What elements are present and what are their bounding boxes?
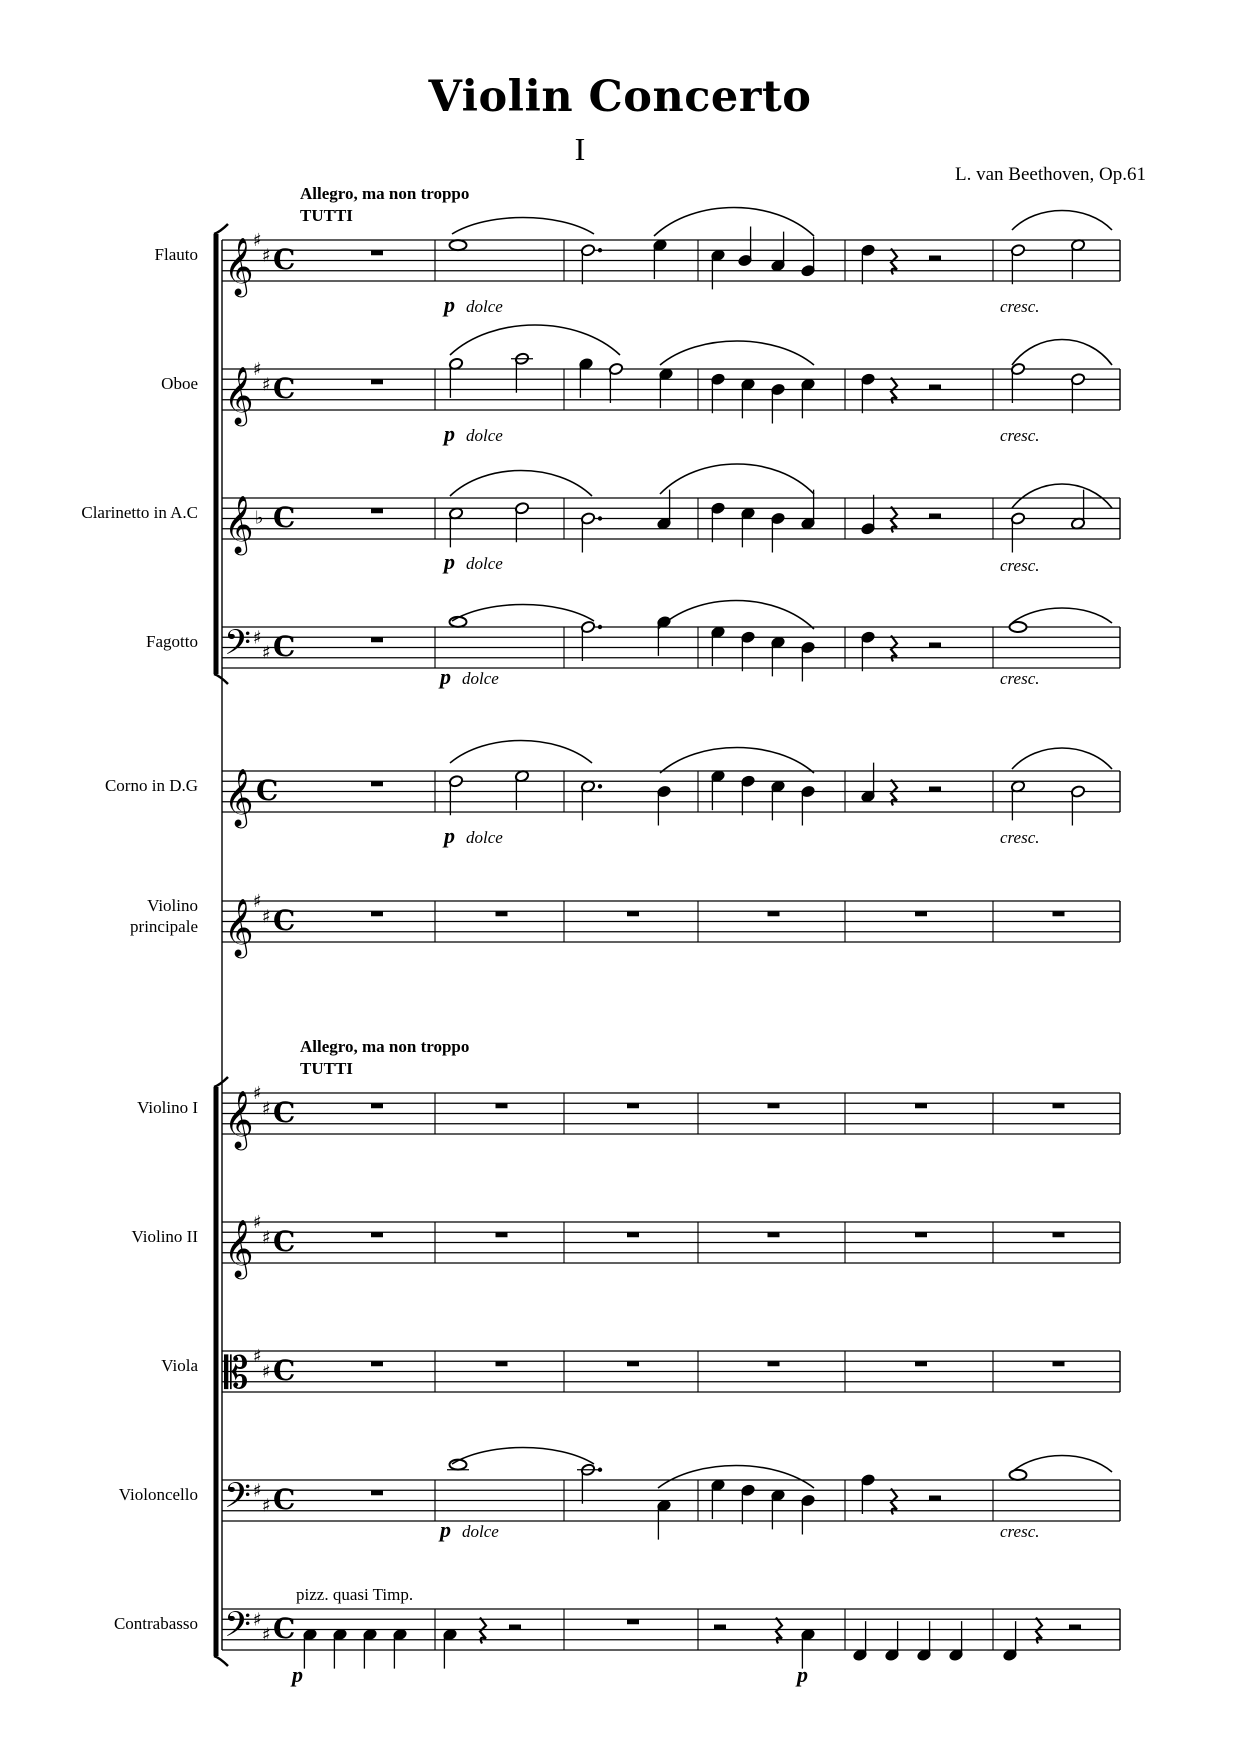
bass-clef-icon: 𝄢	[224, 1604, 252, 1653]
common-time-icon: C	[273, 630, 296, 663]
bass-clef-icon: 𝄢	[224, 1475, 252, 1524]
slur	[660, 748, 814, 774]
slur	[452, 605, 594, 622]
whole-rest	[915, 1361, 927, 1366]
sharp-icon: ♯	[262, 1361, 271, 1383]
strings-bracket-bottom	[214, 1656, 228, 1666]
whole-rest	[768, 1103, 780, 1108]
dynamic-piano: p	[797, 1662, 808, 1687]
half-rest	[1069, 1625, 1081, 1630]
treble-clef-icon: 𝄞	[224, 898, 254, 956]
slur	[450, 471, 592, 497]
slur	[660, 341, 814, 365]
instrument-label-violino-principale-1: Violino	[147, 896, 198, 915]
expression-dolce: dolce	[466, 554, 503, 573]
treble-clef-icon: 𝄞	[224, 768, 254, 826]
whole-rest	[1053, 1103, 1065, 1108]
expression-dolce: dolce	[462, 669, 499, 688]
instrument-label-oboe: Oboe	[161, 374, 198, 393]
note-head	[450, 240, 467, 250]
instrument-label-flauto: Flauto	[154, 245, 198, 264]
slur	[1012, 211, 1112, 231]
sharp-icon: ♯	[253, 627, 262, 649]
common-time-icon: C	[273, 1612, 296, 1645]
treble-clef-icon: 𝄞	[224, 366, 254, 424]
dot	[598, 784, 602, 788]
common-time-icon: C	[256, 774, 279, 807]
instrument-label-violoncello: Violoncello	[118, 1485, 198, 1504]
expression-cresc: cresc.	[1000, 426, 1040, 445]
whole-rest	[915, 1103, 927, 1108]
sharp-icon: ♯	[253, 359, 262, 380]
whole-rest	[371, 637, 383, 642]
half-rest	[929, 643, 941, 648]
whole-rest	[496, 911, 508, 916]
whole-rest	[915, 1232, 927, 1237]
expression-cresc: cresc.	[1000, 669, 1040, 688]
pizz-technique-text: pizz. quasi Timp.	[296, 1585, 414, 1604]
slur	[1012, 340, 1112, 366]
dot	[598, 516, 602, 520]
dynamic-piano: p	[444, 292, 455, 317]
slur	[660, 464, 814, 494]
tempo-marking-winds: Allegro, ma non troppo	[300, 184, 470, 203]
sharp-icon: ♯	[253, 1346, 262, 1368]
treble-clef-icon: 𝄞	[224, 1219, 254, 1277]
whole-rest	[496, 1103, 508, 1108]
whole-rest	[627, 1103, 639, 1108]
instrument-label-viola: Viola	[161, 1356, 198, 1375]
slur	[1012, 1456, 1112, 1473]
instrument-label-corno: Corno in D.G	[104, 776, 198, 795]
half-rest	[509, 1625, 521, 1630]
whole-rest	[371, 379, 383, 384]
whole-rest	[915, 911, 927, 916]
expression-dolce: dolce	[466, 426, 503, 445]
half-rest	[714, 1625, 726, 1630]
slur	[654, 208, 814, 237]
common-time-icon: C	[273, 1225, 296, 1258]
tempo-marking-strings: Allegro, ma non troppo	[300, 1037, 470, 1056]
whole-rest	[1053, 1361, 1065, 1366]
expression-dolce: dolce	[466, 297, 503, 316]
sharp-icon: ♯	[253, 1480, 262, 1502]
instrument-label-violino-principale-2: principale	[130, 917, 198, 936]
instrument-label-contrabasso: Contrabasso	[113, 1614, 198, 1633]
whole-rest	[627, 911, 639, 916]
alto-clef-icon: 𝄡	[224, 1348, 249, 1399]
whole-rest	[1053, 1232, 1065, 1237]
whole-rest	[371, 1232, 383, 1237]
whole-rest	[1053, 911, 1065, 916]
common-time-icon: C	[273, 1354, 296, 1387]
half-rest	[929, 256, 941, 261]
instrument-label-violino-1: Violino I	[137, 1098, 198, 1117]
slur	[658, 601, 814, 630]
common-time-icon: C	[273, 501, 296, 534]
sharp-icon: ♯	[262, 642, 271, 664]
slur	[1012, 484, 1112, 508]
sharp-icon: ♯	[262, 1624, 271, 1646]
whole-rest	[627, 1361, 639, 1366]
common-time-icon: C	[273, 243, 296, 276]
dynamic-piano: p	[444, 549, 455, 574]
common-time-icon: C	[273, 904, 296, 937]
sharp-icon: ♯	[262, 906, 271, 928]
sharp-icon: ♯	[253, 891, 262, 912]
common-time-icon: C	[273, 1096, 296, 1129]
slur	[1012, 608, 1112, 623]
expression-dolce: dolce	[462, 1522, 499, 1541]
treble-clef-icon: 𝄞	[224, 495, 254, 553]
instrument-label-clarinetto: Clarinetto in A.C	[81, 503, 198, 522]
expression-cresc: cresc.	[1000, 556, 1040, 575]
winds-bracket-bottom	[214, 674, 228, 684]
whole-rest	[371, 1361, 383, 1366]
expression-dolce: dolce	[466, 828, 503, 847]
whole-rest	[768, 1361, 780, 1366]
whole-rest	[371, 1103, 383, 1108]
half-rest	[929, 514, 941, 519]
sharp-icon: ♯	[262, 1495, 271, 1517]
half-rest	[929, 787, 941, 792]
half-rest	[929, 1496, 941, 1501]
whole-rest	[768, 1232, 780, 1237]
slur	[450, 325, 620, 355]
common-time-icon: C	[273, 1483, 296, 1516]
dynamic-piano: p	[444, 421, 455, 446]
slur	[450, 741, 592, 764]
expression-cresc: cresc.	[1000, 828, 1040, 847]
slur	[658, 1466, 814, 1489]
note-head	[1010, 622, 1027, 632]
winds-bracket-top	[214, 224, 228, 234]
whole-rest	[768, 911, 780, 916]
dynamic-piano: p	[444, 823, 455, 848]
sharp-icon: ♯	[262, 245, 271, 267]
sharp-icon: ♯	[262, 374, 271, 396]
dynamic-piano: p	[292, 1662, 303, 1687]
expression-cresc: cresc.	[1000, 1522, 1040, 1541]
whole-rest	[371, 911, 383, 916]
whole-rest	[371, 250, 383, 255]
instrument-label-violino-2: Violino II	[131, 1227, 198, 1246]
bass-clef-icon: 𝄢	[224, 622, 252, 671]
sharp-icon: ♯	[253, 1212, 262, 1233]
sharp-icon: ♯	[262, 1098, 271, 1120]
score-title: Violin Concerto	[428, 72, 812, 122]
whole-rest	[371, 781, 383, 786]
dynamic-piano: p	[440, 1517, 451, 1542]
sharp-icon: ♯	[253, 230, 262, 251]
flat-icon: ♭	[255, 507, 264, 529]
half-rest	[929, 385, 941, 390]
composer-credit: L. van Beethoven, Op.61	[954, 164, 1146, 185]
sharp-icon: ♯	[262, 1227, 271, 1249]
slur	[1012, 748, 1112, 769]
dot	[598, 248, 602, 252]
whole-rest	[371, 508, 383, 513]
common-time-icon: C	[273, 372, 296, 405]
whole-rest	[627, 1232, 639, 1237]
strings-bracket-top	[214, 1077, 228, 1087]
whole-rest	[496, 1232, 508, 1237]
slur	[452, 1448, 594, 1465]
whole-rest	[371, 1490, 383, 1495]
treble-clef-icon: 𝄞	[224, 1090, 254, 1148]
tutti-label-strings: TUTTI	[300, 1059, 353, 1078]
whole-rest	[496, 1361, 508, 1366]
slur	[452, 218, 594, 235]
expression-cresc: cresc.	[1000, 297, 1040, 316]
tutti-label-winds: TUTTI	[300, 206, 353, 225]
movement-number: I	[574, 131, 586, 167]
treble-clef-icon: 𝄞	[224, 237, 254, 295]
dot	[598, 625, 602, 629]
instrument-label-fagotto: Fagotto	[146, 632, 198, 651]
whole-rest	[627, 1619, 639, 1624]
dynamic-piano: p	[440, 664, 451, 689]
sharp-icon: ♯	[253, 1609, 262, 1631]
sharp-icon: ♯	[253, 1083, 262, 1104]
